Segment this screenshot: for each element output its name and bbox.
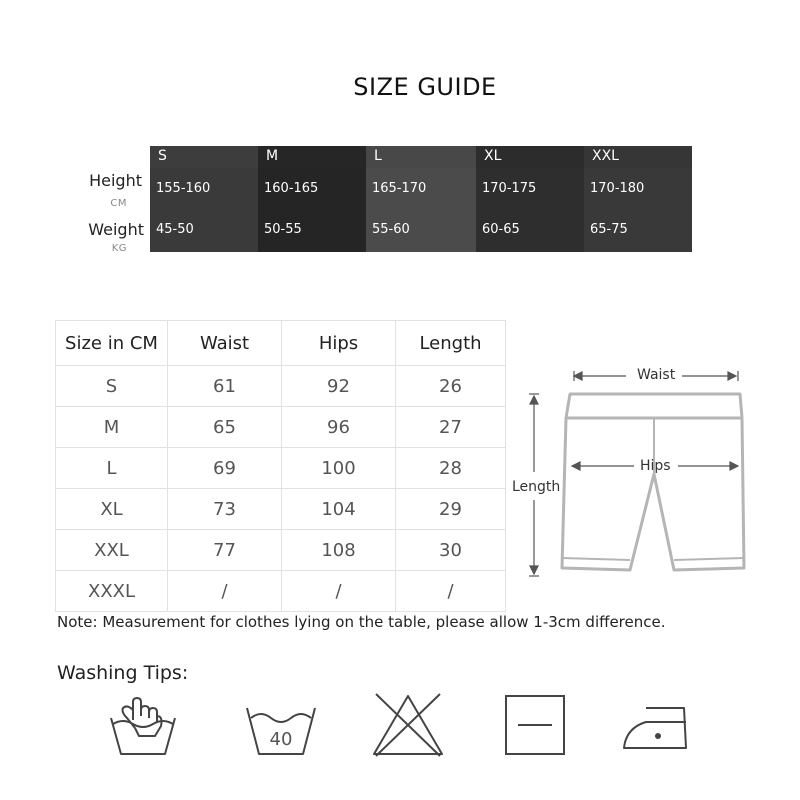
band-size-label: L (374, 148, 382, 164)
band-col-xxl (584, 146, 692, 252)
band-weight-value: 55-60 (372, 222, 410, 237)
measurement-note: Note: Measurement for clothes lying on the table, please allow 1-3cm difference. (57, 613, 666, 631)
table-cell: 27 (396, 407, 506, 448)
table-cell: 28 (396, 448, 506, 489)
waist-label: Waist (637, 367, 676, 383)
shorts-diagram (508, 362, 752, 588)
table-header-cell: Size in CM (56, 321, 168, 366)
table-row (56, 366, 506, 407)
page-title: SIZE GUIDE (353, 73, 497, 101)
table-cell: L (56, 448, 168, 489)
band-col-m (258, 146, 366, 252)
band-header-xxl (584, 146, 692, 168)
band-col-l (366, 146, 476, 252)
band-weight-value: 60-65 (482, 222, 520, 237)
band-height-value: 165-170 (372, 181, 427, 196)
no-bleach-icon (370, 688, 446, 760)
band-size-label: S (158, 148, 167, 164)
table-cell: / (282, 571, 396, 612)
size-band (150, 146, 692, 252)
table-cell: 108 (282, 530, 396, 571)
table-cell: 92 (282, 366, 396, 407)
shorts-outline-icon (562, 394, 744, 570)
band-height-value: 170-180 (590, 181, 645, 196)
table-cell: / (396, 571, 506, 612)
table-cell: 73 (168, 489, 282, 530)
wash-temperature: 40 (269, 729, 293, 750)
band-size-label: XL (484, 148, 502, 164)
table-row (56, 530, 506, 571)
table-cell: 96 (282, 407, 396, 448)
wash-40-icon (241, 688, 321, 760)
table-cell: 29 (396, 489, 506, 530)
measurement-table (55, 320, 506, 612)
washing-tips-title: Washing Tips: (57, 662, 189, 684)
table-cell: S (56, 366, 168, 407)
band-height-value: 160-165 (264, 181, 319, 196)
table-row (56, 489, 506, 530)
table-header-cell: Length (396, 321, 506, 366)
dry-flat-icon (502, 688, 568, 760)
table-cell: XXL (56, 530, 168, 571)
table-cell: 61 (168, 366, 282, 407)
table-cell: 69 (168, 448, 282, 489)
band-col-xl (476, 146, 584, 252)
iron-low-icon (620, 688, 700, 760)
band-height-value: 155-160 (156, 181, 211, 196)
hips-label: Hips (640, 458, 671, 474)
band-weight-value: 65-75 (590, 222, 628, 237)
hand-wash-icon (103, 688, 183, 760)
table-cell: M (56, 407, 168, 448)
table-cell: 77 (168, 530, 282, 571)
band-header-s (150, 146, 258, 168)
table-header-cell: Waist (168, 321, 282, 366)
table-header-row (56, 321, 506, 366)
table-cell: XXXL (56, 571, 168, 612)
table-row (56, 571, 506, 612)
table-header-cell: Hips (282, 321, 396, 366)
table-cell: / (168, 571, 282, 612)
table-cell: XL (56, 489, 168, 530)
band-weight-value: 45-50 (156, 222, 194, 237)
table-cell: 30 (396, 530, 506, 571)
band-col-s (150, 146, 258, 252)
height-label: Height (89, 171, 142, 190)
weight-unit: KG (111, 243, 127, 254)
length-label: Length (512, 479, 561, 495)
table-cell: 104 (282, 489, 396, 530)
band-header-l (366, 146, 476, 168)
band-size-label: M (266, 148, 279, 164)
table-cell: 26 (396, 366, 506, 407)
weight-label: Weight (88, 220, 144, 239)
band-size-label: XXL (592, 148, 619, 164)
table-cell: 100 (282, 448, 396, 489)
band-height-value: 170-175 (482, 181, 537, 196)
table-row (56, 448, 506, 489)
height-unit: CM (110, 198, 127, 209)
band-weight-value: 50-55 (264, 222, 302, 237)
table-cell: 65 (168, 407, 282, 448)
band-header-xl (476, 146, 584, 168)
band-header-m (258, 146, 366, 168)
table-row (56, 407, 506, 448)
